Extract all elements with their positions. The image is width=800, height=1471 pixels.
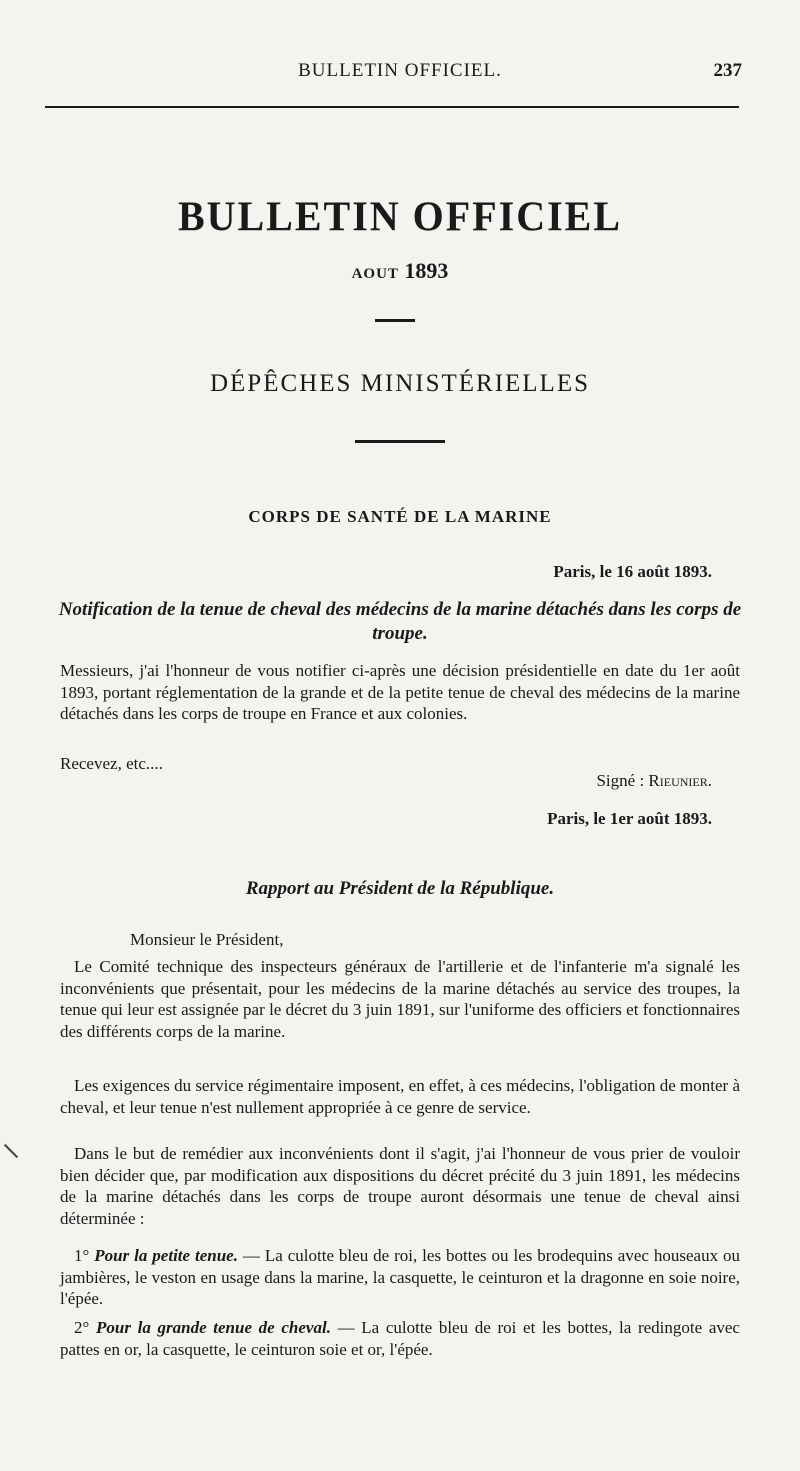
item-number: 1° bbox=[74, 1246, 90, 1265]
section-heading: DÉPÊCHES MINISTÉRIELLES bbox=[209, 370, 591, 397]
separator-rule bbox=[355, 440, 445, 443]
signature-line bbox=[596, 771, 712, 791]
letter-body: Messieurs, j'ai l'honneur de vous notifier ci-après une décision présidentielle en date du 1er août 1893, portant réglementation de la grande et de la petite tenue de cheval des médecins de la marine détachés dans les corps de troupe en France et aux colonies. bbox=[60, 661, 740, 723]
page-number: 237 bbox=[713, 60, 742, 81]
paragraph: Les exigences du service régimentaire imposent, en effet, à ces médecins, l'obligation de monter à cheval, et leur tenue n'est nullement appropriée à ce genre de service. bbox=[60, 1076, 740, 1117]
separator-rule bbox=[375, 319, 415, 322]
list-item bbox=[60, 1245, 740, 1310]
item-number: 2° bbox=[74, 1318, 90, 1337]
header-rule bbox=[45, 106, 739, 108]
issue-month: AOUT bbox=[351, 266, 399, 282]
corps-heading: CORPS DE SANTÉ DE LA MARINE bbox=[248, 507, 552, 526]
signed-label: Signé : bbox=[596, 771, 649, 790]
dateline: Paris, le 16 août 1893. bbox=[553, 562, 712, 581]
dateline: Paris, le 1er août 1893. bbox=[547, 809, 712, 828]
item-label: Pour la grande tenue de cheval. bbox=[95, 1318, 331, 1337]
margin-mark bbox=[4, 1144, 18, 1158]
signatory-name: Rieunier. bbox=[648, 771, 712, 790]
salutation: Monsieur le Président, bbox=[130, 930, 284, 949]
notification-title: Notification de la tenue de cheval des médecins de la marine détachés dans les corps de troupe. bbox=[58, 599, 742, 644]
item-text: — La culotte bleu de roi et les bottes, la redingote avec pattes en or, la casquette, le ceinturon soie et or, l'épée. bbox=[60, 1318, 740, 1359]
paragraph: Le Comité technique des inspecteurs généraux de l'artillerie et de l'infanterie m'a signalé les inconvénients que présentait, pour les médecins de la marine détachés au service des troupes, la tenue qui leur est assignée par le décret du 3 juin 1891, sur l'uniforme des officiers et fonctionnaires des différents corps de la marine. bbox=[60, 957, 740, 1041]
main-title: BULLETIN OFFICIEL bbox=[177, 192, 623, 241]
issue-year: 1893 bbox=[404, 258, 449, 283]
running-head bbox=[0, 58, 800, 88]
item-label: Pour la petite tenue. bbox=[94, 1246, 238, 1265]
item-text: — La culotte bleu de roi, les bottes ou les brodequins avec houseaux ou jambières, le veston en usage dans la marine, la casquette, le ceinturon et la dragonne en soie noire, l'épée. bbox=[60, 1246, 741, 1308]
letter-closing: Recevez, etc.... bbox=[60, 754, 163, 773]
list-item bbox=[60, 1317, 740, 1360]
rapport-title: Rapport au Président de la République. bbox=[245, 878, 555, 899]
running-head-title: BULLETIN OFFICIEL. bbox=[298, 60, 502, 81]
issue-date bbox=[0, 258, 800, 284]
paragraph: Dans le but de remédier aux inconvénients dont il s'agit, j'ai l'honneur de vous prier de vouloir bien décider que, par modification aux dispositions du décret précité du 3 juin 1891, les médecins de la marine détachés dans les corps de troupe auront désormais une tenue de cheval ainsi déterminée : bbox=[60, 1144, 740, 1228]
